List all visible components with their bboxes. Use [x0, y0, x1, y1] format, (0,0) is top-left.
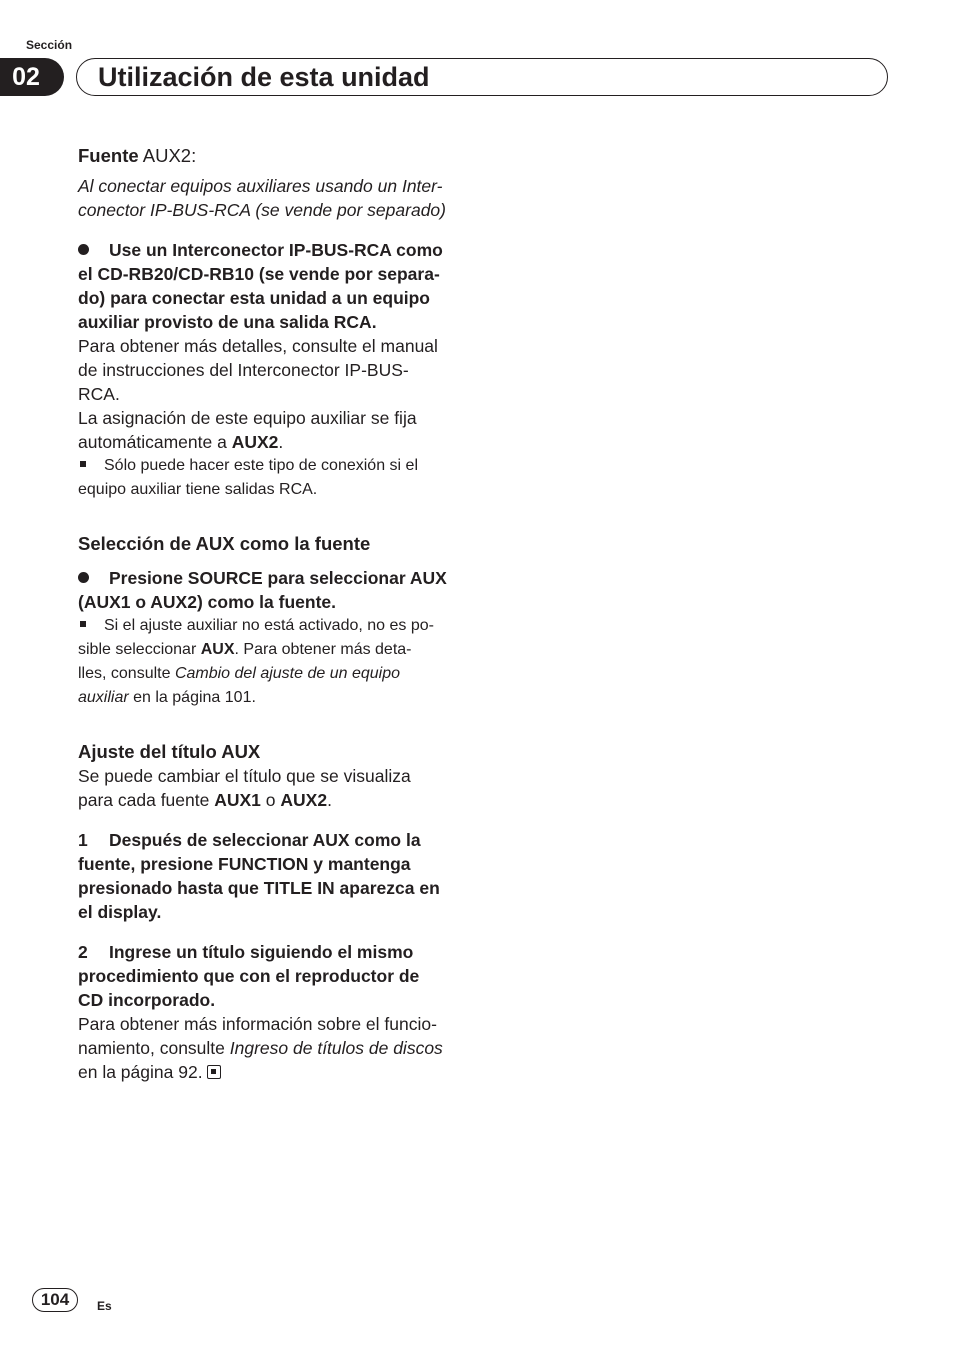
- aux2-paragraph-assignment: La asignación de este equipo auxiliar se fija automáticamente a AUX2.: [78, 408, 417, 452]
- aux2-bullet-instruction: Use un Interconector IP-BUS-RCA como el CD-RB20/CD-RB10 (se vende por separa- do) para conectar esta unidad a un equipo auxiliar provisto de una salida RCA.: [78, 240, 443, 332]
- title-aux-step-2: 2 Ingrese un título siguiendo el mismo procedimiento que con el reproductor de CD incorporado.: [78, 942, 420, 1010]
- aux2-paragraph-details: Para obtener más detalles, consulte el manual de instrucciones del Interconector IP-BUS- RCA.: [78, 336, 438, 404]
- note-square-icon: [80, 621, 86, 627]
- aux2-note: Sólo puede hacer este tipo de conexión si el equipo auxiliar tiene salidas RCA.: [78, 457, 418, 498]
- end-of-section-icon: [207, 1065, 221, 1079]
- aux2-heading: Fuente AUX2:: [78, 145, 197, 166]
- language-code: Es: [97, 1299, 112, 1313]
- main-column: [78, 144, 466, 1084]
- title-aux-heading: Ajuste del título AUX: [78, 741, 261, 762]
- select-aux-note: Si el ajuste auxiliar no está activado, no es po- sible seleccionar AUX. Para obtener más deta- lles, consulte Cambio del ajuste de un equipo auxiliar en la página 101.: [78, 617, 434, 706]
- section-label: Sección: [26, 38, 73, 52]
- aux2-intro: Al conectar equipos auxiliares usando un Inter- conector IP-BUS-RCA (se vende por separado): [78, 176, 446, 220]
- title-aux-step-1: 1 Después de seleccionar AUX como la fuente, presione FUNCTION y mantenga presionado hasta que TITLE IN aparezca en el display.: [78, 830, 440, 922]
- select-aux-heading: Selección de AUX como la fuente: [78, 533, 371, 554]
- select-aux-bullet-instruction: Presione SOURCE para seleccionar AUX (AUX1 o AUX2) como la fuente.: [78, 568, 447, 612]
- page-number: 104: [32, 1288, 78, 1312]
- title-aux-paragraph: Para obtener más información sobre el funcio- namiento, consulte Ingreso de títulos de discos en la página 92.: [78, 1014, 443, 1082]
- title-aux-intro: Se puede cambiar el título que se visualiza para cada fuente AUX1 o AUX2.: [78, 766, 411, 810]
- section-number-badge: 02: [0, 58, 64, 96]
- note-square-icon: [80, 461, 86, 467]
- bullet-dot-icon: [78, 572, 89, 583]
- page-title: Utilización de esta unidad: [98, 62, 430, 92]
- bullet-dot-icon: [78, 244, 89, 255]
